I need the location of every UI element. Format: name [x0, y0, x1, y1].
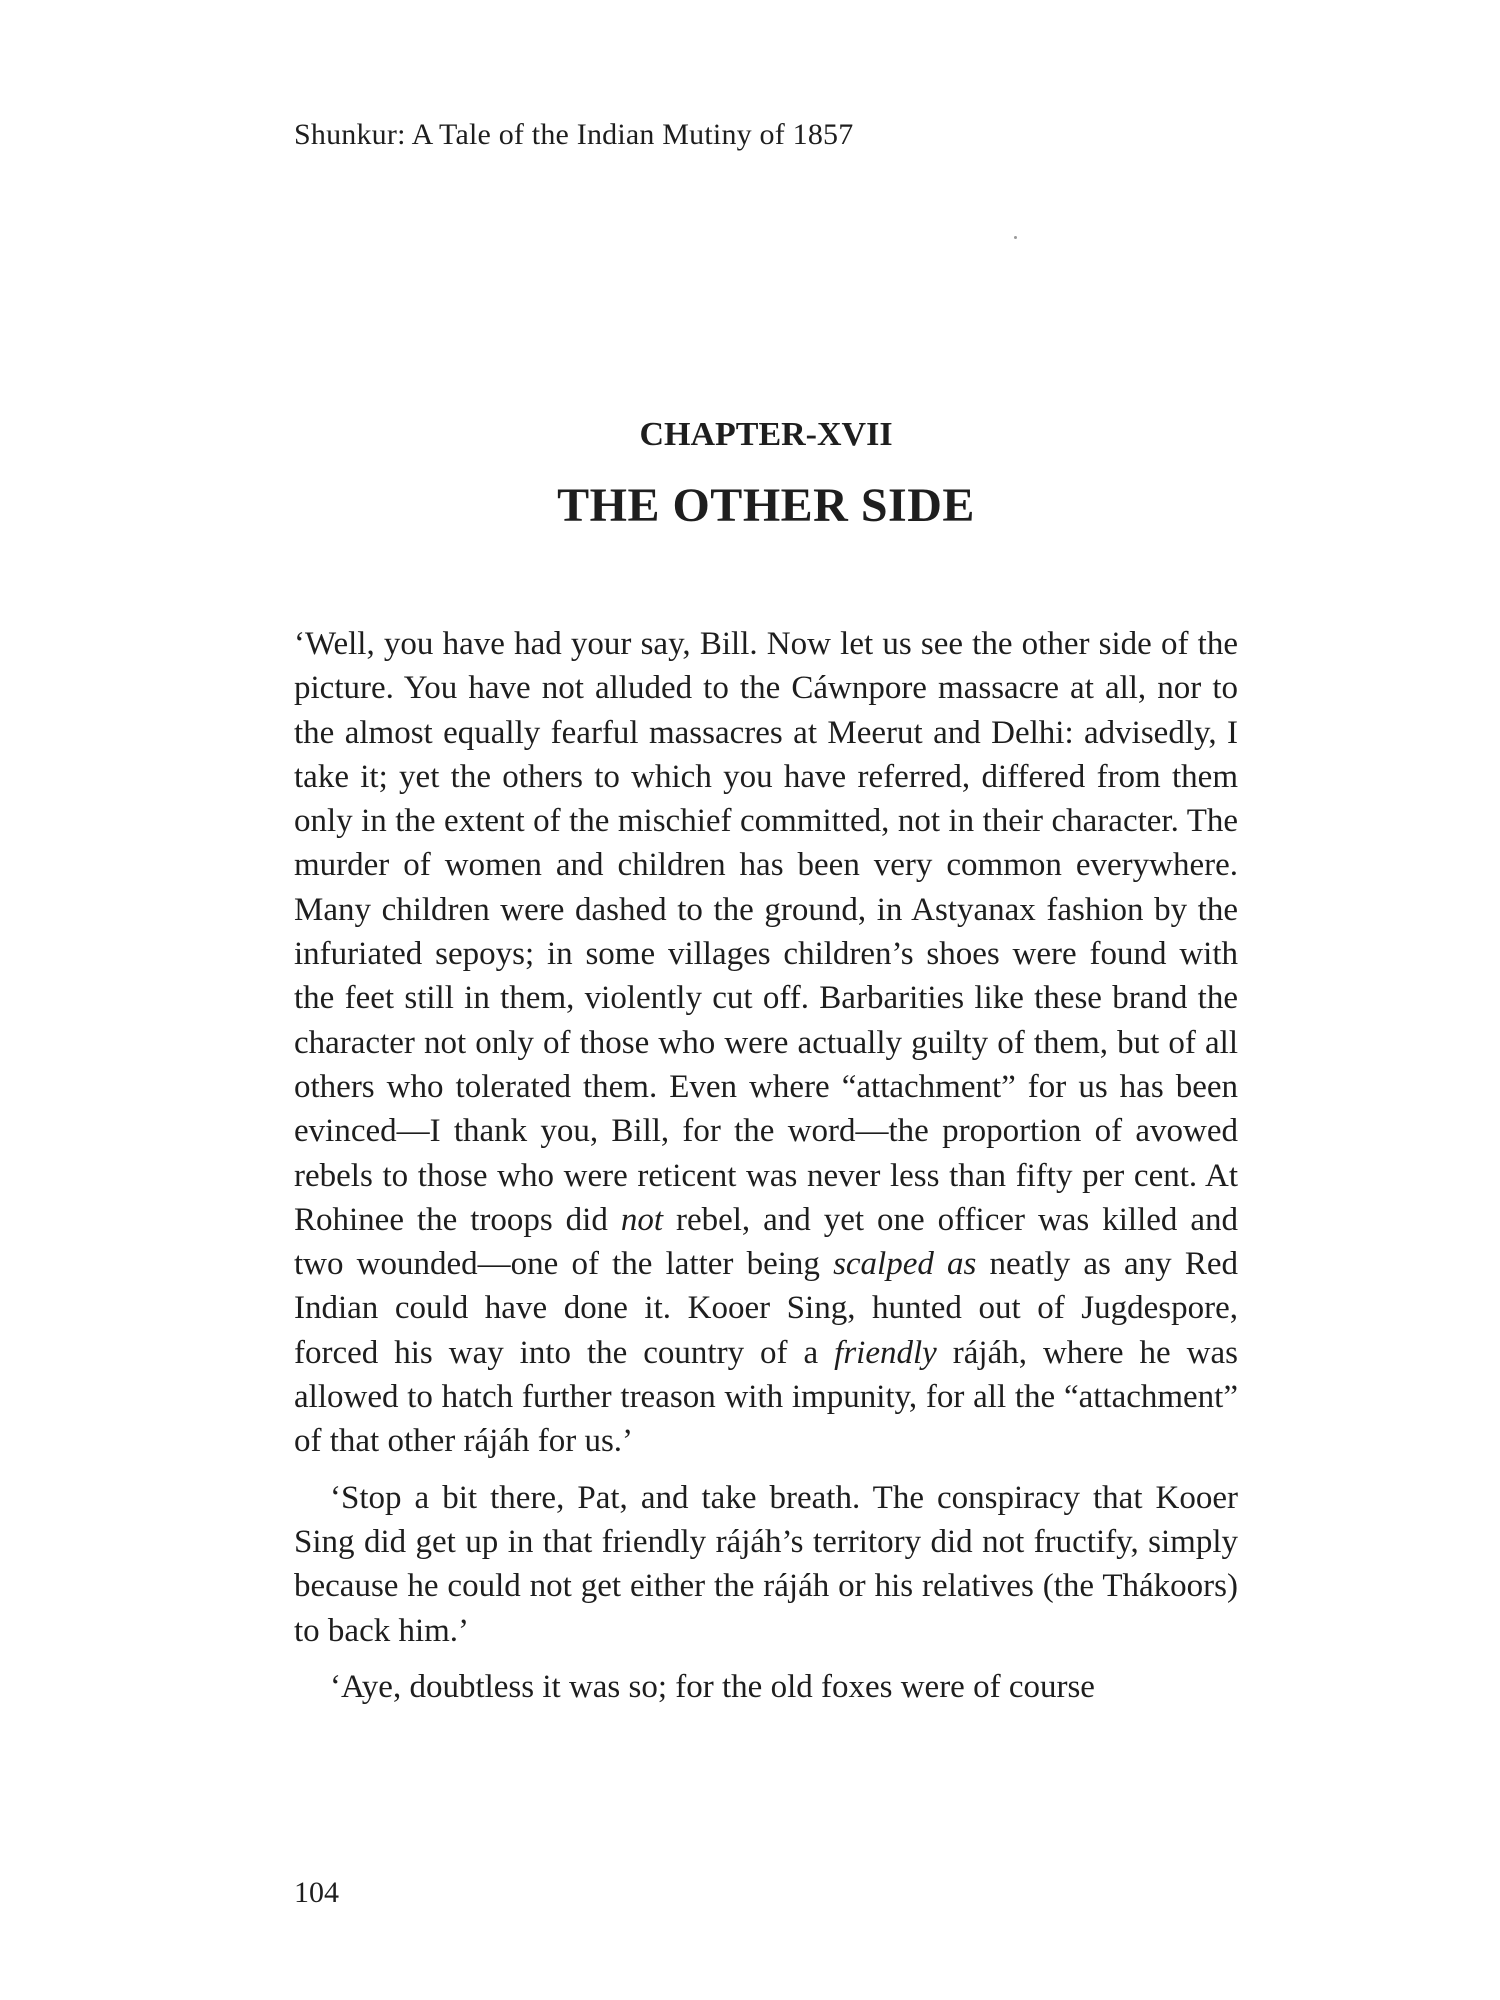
text-run-italic: not	[620, 1201, 663, 1238]
text-run-italic: friendly	[834, 1334, 937, 1371]
body-text	[294, 622, 1238, 1721]
chapter-title: THE OTHER SIDE	[557, 479, 975, 532]
text-run: rebel, and yet one officer was killed and two wounded—one of the latter being	[294, 1201, 1238, 1283]
text-run: ‘Well, you have had your say, Bill. Now let us see the other side of the picture. You have not alluded to the Cáwnpore massacre at all, nor to the almost equally fearful massacres at Meerut and Delhi: advisedly, I take it; yet the others to which you have referred, differed from them only in the extent of the mischief committed, not in their character. The murder of women and children has been very common everywhere. Many children were dashed to the ground, in Astyanax fashion by the infuriated sepoys; in some villages children’s shoes were found with the feet still in them, violently cut off. Barbarities like these brand the character not only of those who were actually guilty of them, but of all others who tolerated them. Even where “attachment” for us has been evinced—I thank you, Bill, for the word—the proportion of avowed rebels to those who were reticent was never less than fifty per cent. At Rohinee the troops did	[294, 626, 1238, 1238]
text-run: ‘Aye, doubtless it was so; for the old foxes were of course	[330, 1668, 1095, 1705]
text-run-italic: scalped as	[833, 1246, 977, 1283]
chapter-number: CHAPTER-XVII	[639, 416, 893, 453]
paragraph	[294, 622, 1238, 1464]
running-header: Shunkur: A Tale of the Indian Mutiny of 1857	[294, 118, 854, 151]
print-speck	[1014, 236, 1017, 239]
text-run: rájáh, where he was allowed to hatch further treason with impunity, for all the “attachment” of that other rájáh for us.’	[294, 1334, 1238, 1460]
paragraph	[294, 1476, 1238, 1653]
paragraph	[294, 1665, 1238, 1709]
page-number: 104	[294, 1876, 339, 1909]
text-run: ‘Stop a bit there, Pat, and take breath. The conspiracy that Kooer Sing did get up in that friendly rájáh’s territory did not fructify, simply because he could not get either the rájáh or his relatives (the Thákoors) to back him.’	[294, 1479, 1238, 1649]
text-run: neatly as any Red Indian could have done it. Kooer Sing, hunted out of Jugdespore, forced his way into the country of a	[294, 1246, 1238, 1371]
